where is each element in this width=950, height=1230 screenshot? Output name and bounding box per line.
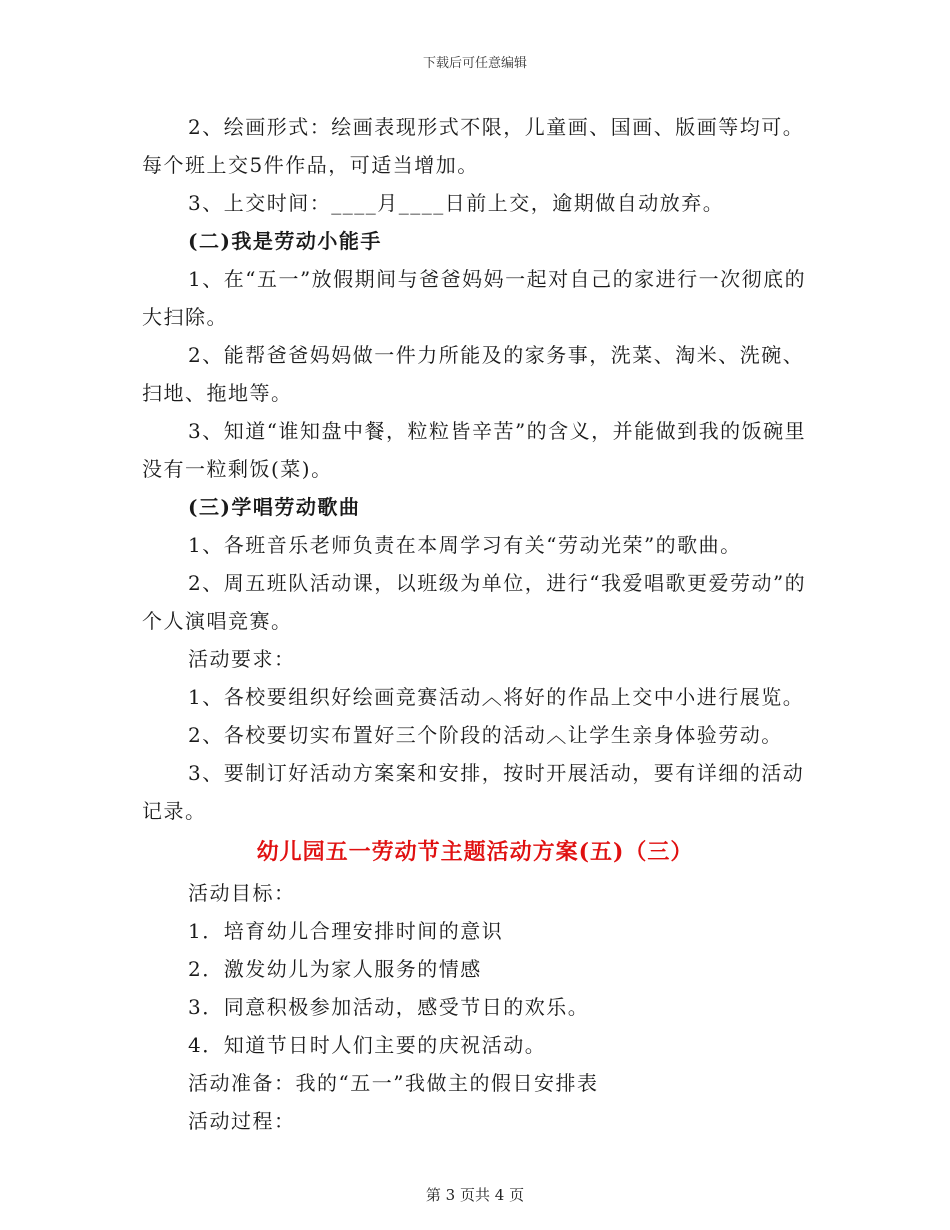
paragraph-goal-2: 2．激发幼儿为家人服务的情感 [188,957,482,981]
paragraph-requirement-2: 2、各校要切实布置好三个阶段的活动︿让学生亲身体验劳动。 [188,723,783,747]
subheading-labor-helper: (二)我是劳动小能手 [188,229,382,253]
paragraph-music-teacher: 1、各班音乐老师负责在本周学习有关“劳动光荣”的歌曲。 [188,533,742,557]
paragraph-goals-label: 活动目标： [188,881,296,905]
paragraph-cleaning: 1、在“五一”放假期间与爸爸妈妈一起对自己的家进行一次彻底的大扫除。 [142,267,807,329]
paragraph-requirement-1: 1、各校要组织好绘画竞赛活动︿将好的作品上交中小进行展览。 [188,685,805,709]
paragraph-submit-time: 3、上交时间：____月____日前上交，逾期做自动放弃。 [188,191,725,215]
paragraph-goal-3: 3．同意积极参加活动，感受节日的欢乐。 [188,995,590,1019]
paragraph-singing-contest: 2、周五班队活动课，以班级为单位，进行“我爱唱歌更爱劳动”的个人演唱竞赛。 [142,571,807,633]
paragraph-no-waste: 3、知道“谁知盘中餐，粒粒皆辛苦”的含义，并能做到我的饭碗里没有一粒剩饭(菜)。 [142,419,807,481]
paragraph-requirements-label: 活动要求： [188,647,296,671]
section-title: 幼儿园五一劳动节主题活动方案(五)（三） [256,839,694,865]
paragraph-preparation: 活动准备：我的“五一”我做主的假日安排表 [188,1071,599,1095]
paragraph-goal-4: 4．知道节日时人们主要的庆祝活动。 [188,1033,547,1057]
paragraph-goal-1: 1．培育幼儿合理安排时间的意识 [188,919,504,943]
paragraph-requirement-3: 3、要制订好活动方案案和安排，按时开展活动，要有详细的活动记录。 [142,761,805,823]
subheading-labor-songs: (三)学唱劳动歌曲 [188,495,361,519]
paragraph-drawing-format: 2、绘画形式：绘画表现形式不限，儿童画、国画、版画等均可。每个班上交5件作品，可适当增加。 [142,115,805,177]
paragraph-process-label: 活动过程： [188,1109,296,1133]
page-header: 下载后可任意编辑 [422,56,527,71]
page-footer: 第 3 页共 4 页 [425,1186,525,1204]
document-body [142,108,808,1140]
paragraph-housework: 2、能帮爸爸妈妈做一件力所能及的家务事，洗菜、淘米、洗碗、扫地、拖地等。 [142,343,805,405]
